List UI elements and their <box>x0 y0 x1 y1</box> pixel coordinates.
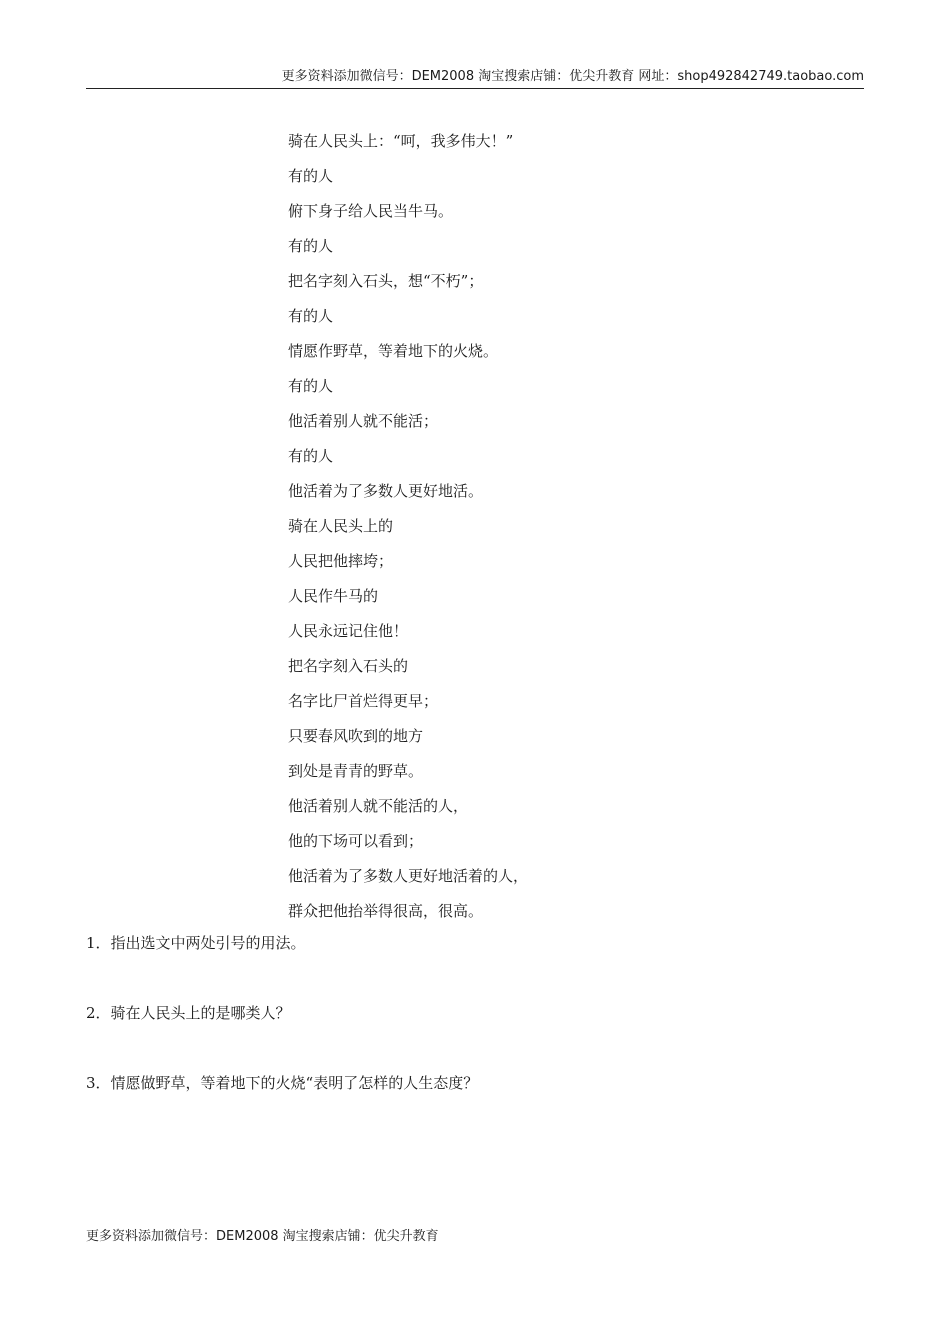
poem-line: 群众把他抬举得很高，很高。 <box>288 902 484 920</box>
question-3: 3．情愿做野草，等着地下的火烧“表明了怎样的人生态度？ <box>86 1074 479 1092</box>
answer-space <box>86 1031 846 1066</box>
poem-line: 到处是青青的野草。 <box>288 762 424 780</box>
header-text: 更多资料添加微信号：DEM2008 淘宝搜索店铺：优尖升教育 网址：shop492842749.taobao.com <box>281 69 864 84</box>
poem-line: 把名字刻入石头，想“不朽”； <box>288 272 484 290</box>
footer-text: 更多资料添加微信号：DEM2008 淘宝搜索店铺：优尖升教育 <box>86 1229 439 1244</box>
answer-space <box>86 961 846 996</box>
poem-line: 把名字刻入石头的 <box>288 657 409 675</box>
poem-line: 只要春风吹到的地方 <box>288 727 424 745</box>
poem-line: 他活着为了多数人更好地活着的人， <box>288 867 529 885</box>
poem-line: 人民永远记住他！ <box>288 622 409 640</box>
question-1: 1．指出选文中两处引号的用法。 <box>86 934 306 952</box>
poem-body <box>288 124 848 929</box>
poem-line: 他活着为了多数人更好地活。 <box>288 482 484 500</box>
poem-line: 有的人 <box>288 307 334 325</box>
poem-line: 骑在人民头上：“呵，我多伟大！” <box>288 132 514 150</box>
poem-line: 骑在人民头上的 <box>288 517 394 535</box>
poem-line: 有的人 <box>288 167 334 185</box>
poem-line: 名字比尸首烂得更早； <box>288 692 439 710</box>
poem-line: 他活着别人就不能活的人， <box>288 797 469 815</box>
poem-line: 他活着别人就不能活； <box>288 412 439 430</box>
poem-line: 俯下身子给人民当牛马。 <box>288 202 454 220</box>
poem-line: 人民把他摔垮； <box>288 552 394 570</box>
poem-line: 情愿作野草，等着地下的火烧。 <box>288 342 499 360</box>
poem-line: 有的人 <box>288 237 334 255</box>
poem-line: 人民作牛马的 <box>288 587 379 605</box>
poem-line: 有的人 <box>288 447 334 465</box>
page-footer <box>86 1228 439 1246</box>
poem-line: 他的下场可以看到； <box>288 832 424 850</box>
poem-line: 有的人 <box>288 377 334 395</box>
question-list <box>86 926 846 1101</box>
question-2: 2．骑在人民头上的是哪类人？ <box>86 1004 291 1022</box>
page-header <box>86 68 864 89</box>
